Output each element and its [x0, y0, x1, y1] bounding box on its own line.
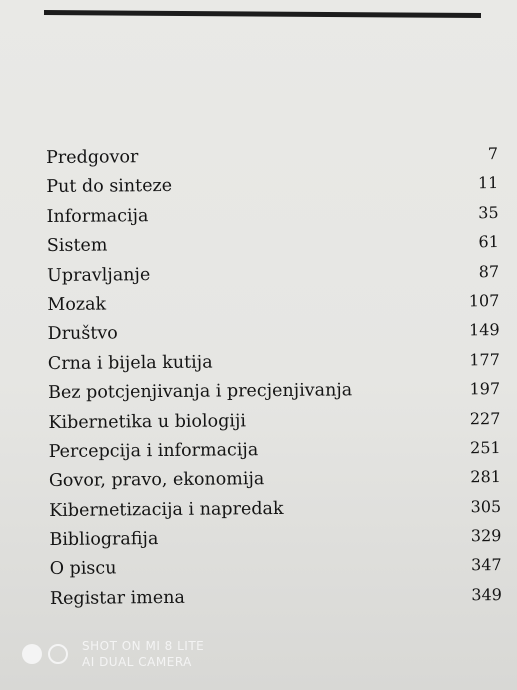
table-of-contents — [46, 144, 502, 618]
toc-entry-title: Put do sinteze — [46, 176, 173, 198]
toc-entry-title: O piscu — [49, 558, 117, 580]
toc-entry-title: Informacija — [46, 205, 149, 227]
toc-entry — [49, 438, 501, 471]
camera-dual-lens-icon — [22, 644, 72, 666]
toc-entry-title: Predgovor — [46, 147, 139, 168]
toc-entry-page: 227 — [469, 408, 501, 428]
toc-entry — [47, 203, 499, 236]
toc-entry-page: 305 — [470, 496, 502, 516]
toc-entry — [49, 526, 501, 559]
toc-entry-page: 11 — [477, 173, 499, 193]
toc-entry-title: Bez potcjenjivanja i precjenjivanja — [48, 380, 353, 404]
toc-entry-title: Registar imena — [49, 587, 185, 609]
toc-entry — [48, 409, 500, 442]
toc-entry-title: Percepcija i informacija — [48, 440, 259, 462]
toc-entry-page: 149 — [468, 320, 500, 340]
toc-entry — [50, 585, 502, 618]
toc-entry-title: Društvo — [47, 323, 118, 345]
toc-entry-title: Mozak — [47, 294, 107, 315]
toc-entry-title: Bibliografija — [49, 529, 159, 551]
toc-entry — [49, 497, 501, 530]
watermark-text — [82, 638, 204, 670]
watermark-line-2: AI DUAL CAMERA — [82, 655, 192, 669]
toc-entry-title: Govor, pravo, ekonomija — [48, 469, 265, 492]
toc-entry-page: 329 — [470, 526, 502, 546]
toc-entry-page: 7 — [487, 144, 499, 164]
toc-entry-page: 281 — [470, 467, 501, 487]
toc-entry-page: 107 — [468, 291, 500, 311]
toc-entry-page: 349 — [471, 584, 502, 605]
toc-entry-page: 197 — [469, 379, 501, 399]
toc-entry-title: Sistem — [46, 235, 108, 257]
toc-entry-title: Kibernetika u biologiji — [48, 410, 247, 433]
toc-entry-title: Upravljanje — [47, 264, 151, 286]
toc-entry — [47, 291, 499, 324]
toc-entry-page: 347 — [471, 555, 502, 575]
toc-entry-page: 35 — [478, 202, 499, 223]
toc-entry — [46, 173, 498, 206]
toc-entry — [49, 467, 501, 500]
toc-entry-page: 177 — [469, 349, 500, 370]
toc-entry — [48, 379, 500, 412]
toc-entry-page: 87 — [478, 261, 500, 281]
watermark-line-1: SHOT ON MI 8 LITE — [82, 639, 205, 653]
toc-entry-title: Kibernetizacija i napredak — [49, 498, 284, 521]
toc-entry — [48, 320, 500, 353]
toc-entry — [47, 232, 499, 265]
toc-entry — [50, 556, 502, 589]
toc-entry — [48, 350, 500, 383]
toc-entry-title: Crna i bijela kutija — [47, 352, 213, 374]
toc-entry-page: 61 — [478, 232, 499, 252]
filled-circle-icon — [22, 644, 42, 664]
toc-entry-page: 251 — [470, 437, 501, 458]
top-rule — [44, 10, 481, 18]
toc-entry — [47, 262, 499, 295]
ring-circle-icon — [48, 644, 68, 664]
toc-entry — [46, 144, 498, 177]
